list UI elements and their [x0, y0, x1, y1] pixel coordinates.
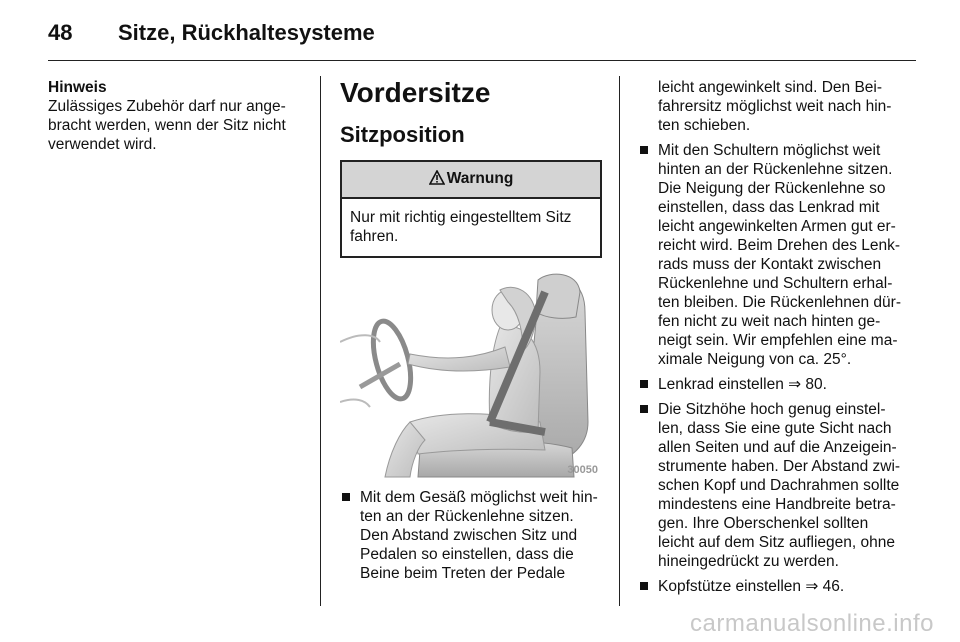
- column-divider-2: [619, 76, 620, 606]
- figure-number: 30050: [567, 464, 598, 476]
- paragraph-line: ten schieben.: [658, 117, 751, 134]
- note-title: Hinweis: [48, 79, 107, 96]
- list-item-line: einstellen, dass das Lenkrad mit: [658, 199, 880, 216]
- list-item-line: hinten an der Rückenlehne sitzen.: [658, 161, 893, 178]
- list-item-line: rads muss der Kontakt zwischen: [658, 256, 882, 273]
- list-item-line: neigt sein. Wir empfehlen eine ma-: [658, 332, 898, 349]
- list-item: [638, 141, 906, 369]
- list-item-line: allen Seiten und auf die Anzeigein-: [658, 439, 897, 456]
- list-item-line: ten bleiben. Die Rückenlehnen dür-: [658, 294, 901, 311]
- list-item-line: Pedalen so einstellen, dass die: [360, 546, 574, 563]
- continued-paragraph: [638, 78, 906, 135]
- driver-seat-figure: [340, 272, 602, 482]
- list-item-line: Mit dem Gesäß möglichst weit hin-: [360, 489, 598, 506]
- list-item-steering-ref: [638, 375, 906, 394]
- warning-box: [340, 160, 602, 258]
- list-item-headrest-ref: [638, 577, 906, 596]
- list-item-line: Die Neigung der Rückenlehne so: [658, 180, 886, 197]
- page-header: [48, 14, 916, 50]
- note-line: bracht werden, wenn der Sitz nicht: [48, 117, 286, 134]
- list-item-line: leicht auf dem Sitz aufliegen, ohne: [658, 534, 895, 551]
- list-item-line: ximale Neigung von ca. 25°.: [658, 351, 852, 368]
- list-item-line: ten an der Rückenlehne sitzen.: [360, 508, 574, 525]
- section-title: Vordersitze: [340, 77, 491, 108]
- chapter-title: Sitze, Rückhaltesysteme: [118, 20, 375, 45]
- list-item-line: gen. Ihre Oberschenkel sollten: [658, 515, 869, 532]
- note-line: Zulässiges Zubehör darf nur ange-: [48, 98, 286, 115]
- column-left: [48, 78, 310, 154]
- warning-body: [342, 199, 600, 256]
- list-item-line: leicht angewinkelten Armen gut er-: [658, 218, 896, 235]
- warning-header: [342, 162, 600, 199]
- seat-position-illustration: [340, 272, 602, 482]
- section-subtitle: Sitzposition: [340, 122, 465, 147]
- watermark: carmanualsonline.info: [690, 610, 934, 637]
- paragraph-line: fahrersitz möglichst weit nach hin-: [658, 98, 892, 115]
- warning-title: Warnung: [446, 170, 514, 187]
- column-divider-1: [320, 76, 321, 606]
- bullet-square-icon: [640, 380, 648, 388]
- bullet-square-icon: [640, 582, 648, 590]
- list-item-line: hineingedrückt zu werden.: [658, 553, 839, 570]
- bullet-square-icon: [640, 146, 648, 154]
- page-number: 48: [48, 20, 73, 45]
- column-right: [638, 78, 906, 596]
- list-item-line[interactable]: Lenkrad einstellen ⇒ 80.: [658, 376, 827, 393]
- list-item-line: Rückenlehne und Schultern erhal-: [658, 275, 893, 292]
- list-item-line: mindestens eine Handbreite betra-: [658, 496, 896, 513]
- column-middle: [340, 78, 604, 583]
- note-line: verwendet wird.: [48, 136, 157, 153]
- warning-line: fahren.: [350, 228, 399, 245]
- list-item-line: Den Abstand zwischen Sitz und: [360, 527, 578, 544]
- paragraph-line: leicht angewinkelt sind. Den Bei-: [658, 79, 883, 96]
- list-item-line: fen nicht zu weit nach hinten ge-: [658, 313, 881, 330]
- list-item-line: len, dass Sie eine gute Sicht nach: [658, 420, 892, 437]
- bullet-square-icon: [640, 405, 648, 413]
- list-item-line: Beine beim Treten der Pedale: [360, 565, 566, 582]
- header-rule: [48, 60, 916, 61]
- warning-line: Nur mit richtig eingestelltem Sitz: [350, 209, 572, 226]
- list-item-line: Die Sitzhöhe hoch genug einstel-: [658, 401, 886, 418]
- list-item-line: reicht wird. Beim Drehen des Lenk-: [658, 237, 901, 254]
- list-item-line: schen Kopf und Dachrahmen sollte: [658, 477, 900, 494]
- list-item-line: strumente haben. Der Abstand zwi-: [658, 458, 901, 475]
- list-item: [340, 488, 604, 583]
- list-item: [638, 400, 906, 571]
- warning-triangle-icon: [429, 170, 445, 185]
- list-item-line[interactable]: Kopfstütze einstellen ⇒ 46.: [658, 578, 845, 595]
- list-item-line: Mit den Schultern möglichst weit: [658, 142, 881, 159]
- bullet-square-icon: [342, 493, 350, 501]
